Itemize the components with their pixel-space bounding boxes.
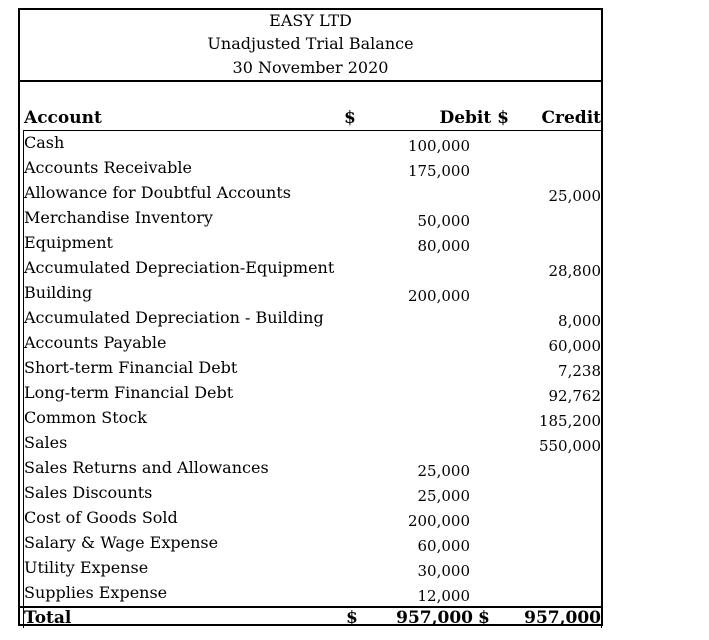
debit-value: 25,000 <box>417 487 470 505</box>
account-name: Utility Expense <box>24 558 149 577</box>
table-row <box>20 431 601 456</box>
column-header-credit: Credit <box>541 108 601 128</box>
table-row <box>20 506 601 531</box>
debit-value: 50,000 <box>417 212 470 230</box>
account-name: Accounts Receivable <box>24 158 192 177</box>
table-row <box>20 181 601 206</box>
table-row <box>20 556 601 581</box>
account-name: Allowance for Doubtful Accounts <box>24 183 291 202</box>
company-name: EASY LTD <box>269 11 352 30</box>
credit-value: 7,238 <box>558 362 601 380</box>
total-credit-currency: $ <box>478 608 490 628</box>
table-row <box>20 481 601 506</box>
account-name: Merchandise Inventory <box>24 208 213 227</box>
table-row <box>20 381 601 406</box>
account-name: Cost of Goods Sold <box>24 508 178 527</box>
table-row <box>20 456 601 481</box>
account-name: Short-term Financial Debt <box>24 358 238 377</box>
account-name: Accumulated Depreciation - Building <box>24 308 324 327</box>
account-name: Accounts Payable <box>24 333 167 352</box>
total-debit-currency: $ <box>346 608 358 628</box>
credit-value: 185,200 <box>538 412 601 430</box>
credit-value: 25,000 <box>548 187 601 205</box>
column-header-debit: Debit $ <box>439 108 509 128</box>
account-name: Equipment <box>24 233 113 252</box>
debit-value: 200,000 <box>407 287 470 305</box>
credit-value: 92,762 <box>548 387 601 405</box>
debit-value: 100,000 <box>407 137 470 155</box>
credit-value: 550,000 <box>538 437 601 455</box>
table-row <box>20 256 601 281</box>
table-row <box>20 331 601 356</box>
total-right-border <box>601 608 602 628</box>
account-name: Sales Returns and Allowances <box>24 458 269 477</box>
account-name: Salary & Wage Expense <box>24 533 219 552</box>
account-name: Building <box>24 283 93 302</box>
account-name: Cash <box>24 133 65 152</box>
debit-value: 30,000 <box>417 562 470 580</box>
table-row <box>20 306 601 331</box>
report-date: 30 November 2020 <box>232 58 389 77</box>
right-border <box>601 107 602 606</box>
account-rows <box>20 131 601 606</box>
table-row <box>20 406 601 431</box>
total-row <box>20 606 601 628</box>
debit-value: 80,000 <box>417 237 470 255</box>
report-title: Unadjusted Trial Balance <box>207 34 414 53</box>
table-row <box>20 131 601 156</box>
table-row <box>20 531 601 556</box>
table-row <box>20 206 601 231</box>
account-name: Accumulated Depreciation-Equipment <box>24 258 335 277</box>
credit-value: 28,800 <box>548 262 601 280</box>
debit-value: 200,000 <box>407 512 470 530</box>
credit-value: 60,000 <box>548 337 601 355</box>
account-name: Common Stock <box>24 408 147 427</box>
report-header <box>20 10 601 82</box>
total-credit-value: 957,000 <box>524 608 601 628</box>
table-row <box>20 356 601 381</box>
table-row <box>20 156 601 181</box>
table-row <box>20 581 601 606</box>
credit-value: 8,000 <box>558 312 601 330</box>
total-label: Total <box>24 608 72 628</box>
debit-value: 25,000 <box>417 462 470 480</box>
debit-value: 60,000 <box>417 537 470 555</box>
account-name: Long-term Financial Debt <box>24 383 234 402</box>
total-debit-value: 957,000 <box>396 608 473 628</box>
debit-value: 175,000 <box>407 162 470 180</box>
account-name: Sales Discounts <box>24 483 153 502</box>
column-header-account: Account <box>24 108 102 128</box>
table-row <box>20 281 601 306</box>
account-name: Supplies Expense <box>24 583 168 602</box>
trial-balance-sheet <box>18 8 603 626</box>
table-row <box>20 231 601 256</box>
account-name: Sales <box>24 433 68 452</box>
debit-value: 12,000 <box>417 587 470 605</box>
column-header-currency: $ <box>344 108 356 128</box>
